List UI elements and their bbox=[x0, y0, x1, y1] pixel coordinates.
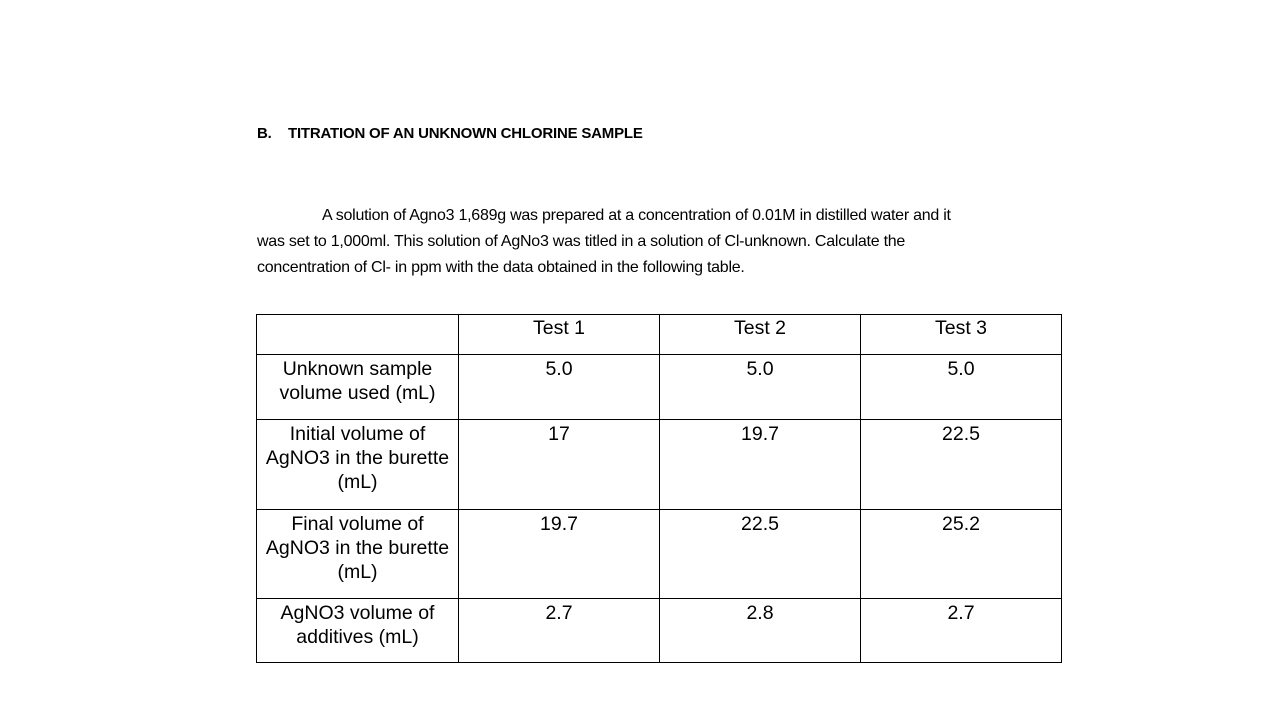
problem-line: concentration of Cl- in ppm with the data obtained in the following table. bbox=[257, 259, 745, 276]
table-row bbox=[257, 420, 1062, 510]
titration-data-table bbox=[256, 314, 1062, 663]
column-header-test-1: Test 1 bbox=[459, 315, 660, 355]
problem-statement bbox=[257, 203, 1117, 281]
section-letter: B. bbox=[257, 125, 272, 142]
row-label-initial-volume: Initial volume of AgNO3 in the burette (mL) bbox=[257, 420, 459, 510]
column-header-test-2: Test 2 bbox=[660, 315, 861, 355]
table-corner-cell bbox=[257, 315, 459, 355]
table-cell: 2.8 bbox=[660, 599, 861, 663]
section-heading bbox=[257, 125, 643, 142]
table-row bbox=[257, 510, 1062, 599]
section-title: TITRATION OF AN UNKNOWN CHLORINE SAMPLE bbox=[288, 125, 643, 142]
row-label-final-volume: Final volume of AgNO3 in the burette (mL) bbox=[257, 510, 459, 599]
table-cell: 2.7 bbox=[861, 599, 1062, 663]
table-cell: 2.7 bbox=[459, 599, 660, 663]
table-cell: 22.5 bbox=[861, 420, 1062, 510]
table-row bbox=[257, 355, 1062, 420]
table-cell: 19.7 bbox=[660, 420, 861, 510]
column-header-test-3: Test 3 bbox=[861, 315, 1062, 355]
table-cell: 17 bbox=[459, 420, 660, 510]
row-label-sample-volume: Unknown sample volume used (mL) bbox=[257, 355, 459, 420]
table-header-row bbox=[257, 315, 1062, 355]
table-row bbox=[257, 599, 1062, 663]
table-cell: 25.2 bbox=[861, 510, 1062, 599]
row-label-additive-volume: AgNO3 volume of additives (mL) bbox=[257, 599, 459, 663]
table-cell: 5.0 bbox=[660, 355, 861, 420]
table-cell: 19.7 bbox=[459, 510, 660, 599]
table-cell: 5.0 bbox=[861, 355, 1062, 420]
problem-line: was set to 1,000ml. This solution of AgNo3 was titled in a solution of Cl-unknown. Calculate the bbox=[257, 233, 906, 250]
table-cell: 22.5 bbox=[660, 510, 861, 599]
problem-line: A solution of Agno3 1,689g was prepared at a concentration of 0.01M in distilled water and it bbox=[322, 207, 951, 224]
table-cell: 5.0 bbox=[459, 355, 660, 420]
